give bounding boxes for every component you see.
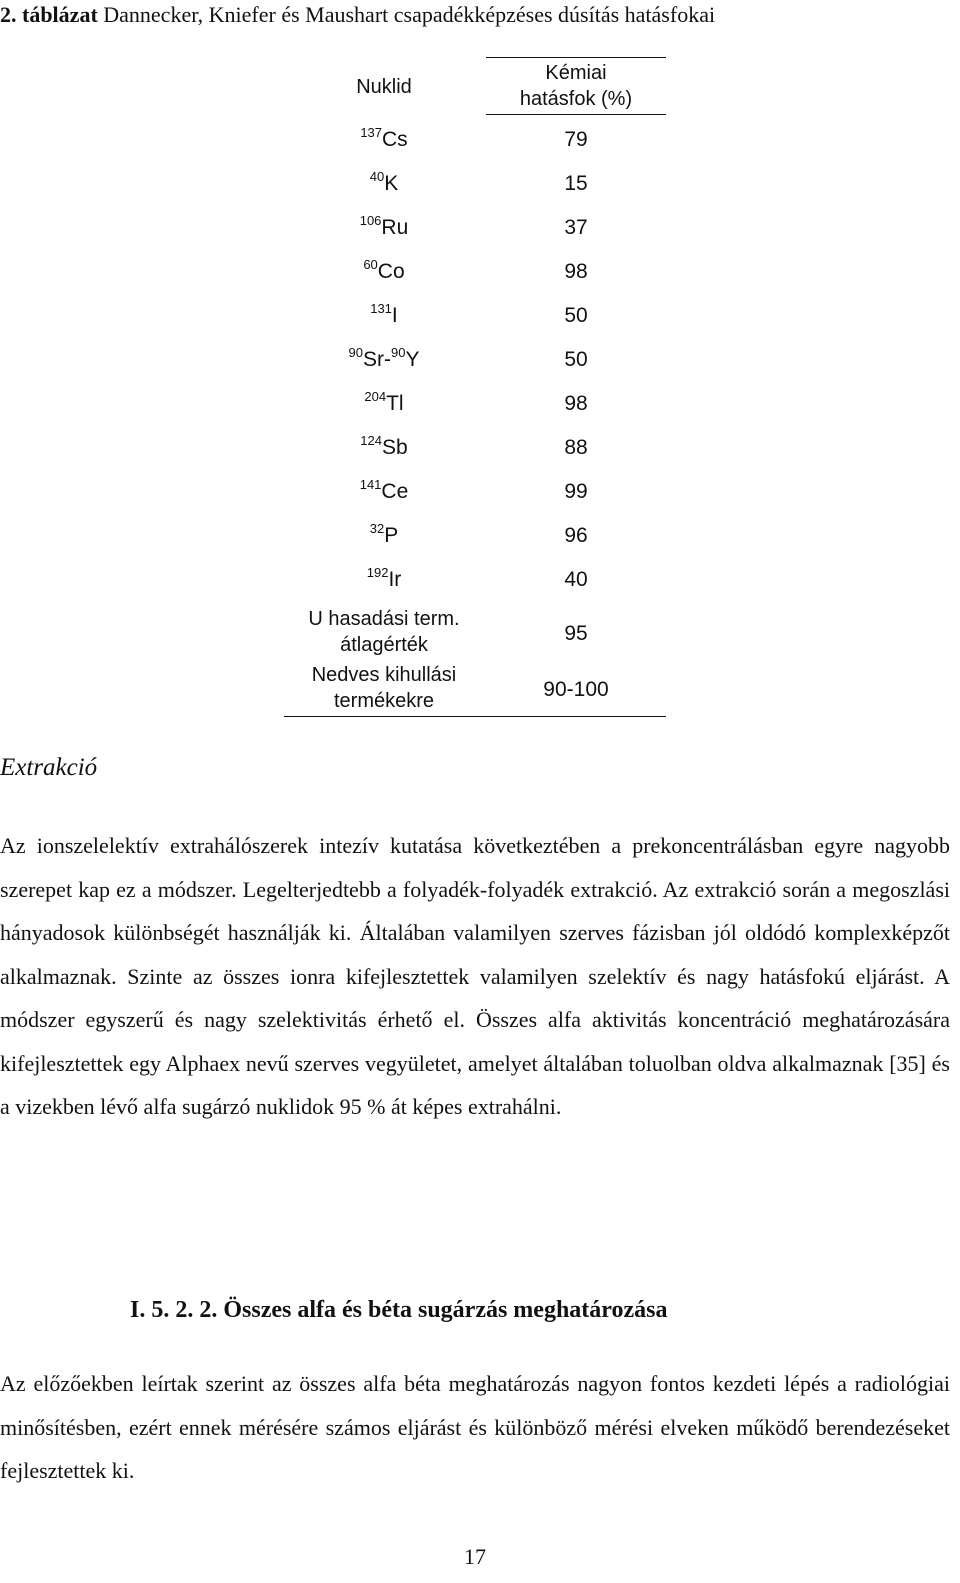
- element-symbol: Ce: [381, 480, 409, 503]
- section-heading: I. 5. 2. 2. Összes alfa és béta sugárzás meghatározása: [130, 1297, 668, 1323]
- table-row: [284, 426, 666, 470]
- nuclide-text-line1: Nedves kihullási: [311, 664, 457, 686]
- paragraph-alpha-beta: Az előzőekben leírtak szerint az összes alfa béta meghatározás nagyon fontos kezdeti lépés a radiológiai minősítésben, ezért ennek mérésére számos eljárást és különböző mérési elveken működő berendezéseket fejlesztettek ki.: [0, 1371, 950, 1483]
- efficiency-value: 99: [564, 480, 588, 503]
- column-header-hatasfok-line1: Kémiai: [545, 62, 607, 84]
- mass-number: 137: [360, 125, 383, 140]
- nuclide-cell: [284, 522, 484, 550]
- nuclide-cell: [284, 346, 484, 374]
- nuclide-cell: [284, 214, 484, 242]
- nuclide-cell: [284, 302, 484, 330]
- element-symbol: Cs: [382, 128, 408, 151]
- efficiency-value: 88: [564, 436, 588, 459]
- mass-number: 204: [364, 389, 387, 404]
- element-symbol: Co: [377, 260, 405, 283]
- table-caption-label: 2. táblázat: [0, 2, 98, 27]
- nuclide-cell: [284, 566, 484, 594]
- element-symbol: K: [384, 172, 399, 195]
- efficiency-value: 90-100: [543, 678, 609, 701]
- nuclide-cell: [284, 258, 484, 286]
- mass-number: 40: [369, 169, 385, 184]
- element-symbol: Sr-: [362, 348, 391, 371]
- nuclide-cell: [284, 606, 484, 658]
- nuclide-cell: [284, 434, 484, 462]
- table-row-u-hasadasi: [284, 606, 666, 662]
- nuclide-cell: [284, 478, 484, 506]
- mass-number: 90: [348, 345, 363, 360]
- table-row: [284, 250, 666, 294]
- element-symbol: P: [384, 524, 399, 547]
- mass-number: 90: [390, 345, 406, 360]
- table-row-nedves-kihullasi: [284, 662, 666, 718]
- efficiency-value: 98: [564, 392, 588, 415]
- mass-number: 141: [359, 477, 382, 492]
- element-symbol: Tl: [386, 392, 404, 415]
- efficiency-value: 79: [564, 128, 588, 151]
- element-symbol: Ir: [388, 568, 402, 591]
- efficiency-value: 50: [564, 304, 588, 327]
- nuclide-cell: [284, 390, 484, 418]
- element-symbol: Sb: [382, 436, 408, 459]
- table-row: [284, 514, 666, 558]
- subheading-extrakcio: Extrakció: [0, 754, 98, 781]
- table-caption-text: Dannecker, Kniefer és Maushart csapadékképzéses dúsítás hatásfokai: [97, 2, 716, 27]
- nuclide-text-line1: U hasadási term.: [308, 608, 460, 630]
- nuclide-cell: [284, 170, 484, 198]
- element-symbol: Ru: [381, 216, 409, 239]
- efficiency-value: 37: [564, 216, 588, 239]
- nuclide-cell: [284, 662, 484, 714]
- table-top-rule: [486, 57, 666, 58]
- mass-number: 124: [360, 433, 382, 448]
- table-row: [284, 118, 666, 162]
- table-row: [284, 162, 666, 206]
- table-row: [284, 206, 666, 250]
- nuclide-text-line2: termékekre: [333, 690, 435, 712]
- mass-number: 192: [366, 565, 389, 580]
- table-row: [284, 338, 666, 382]
- efficiency-value: 96: [564, 524, 588, 547]
- table-row: [284, 294, 666, 338]
- column-header-nuklid: Nuklid: [356, 76, 412, 98]
- table-row: [284, 382, 666, 426]
- table-row: [284, 558, 666, 602]
- efficiency-value: 98: [564, 260, 588, 283]
- element-symbol: Y: [405, 348, 420, 371]
- nuclide-cell: [284, 126, 484, 154]
- efficiency-value: 40: [564, 568, 588, 591]
- efficiency-value: 15: [564, 172, 588, 195]
- efficiency-value: 95: [564, 622, 588, 645]
- column-header-hatasfok-line2: hatásfok (%): [519, 88, 633, 110]
- mass-number: 60: [363, 257, 378, 272]
- mass-number: 131: [370, 301, 392, 316]
- nuclide-text-line2: átlagérték: [340, 634, 428, 656]
- element-symbol: I: [391, 304, 398, 327]
- page-number: 17: [464, 1544, 486, 1569]
- paragraph-extraction: Az ionszelelektív extrahálószerek intezív kutatása következtében a prekoncentrálásban egyre nagyobb szerepet kap ez a módszer. Legelterjedtebb a folyadék-folyadék extrakció. Az extrakció során a megoszlási hányadosok különbségét használják ki. Általában valamilyen szerves fázisban jól oldódó komplexképzőt alkalmaznak. Szinte az összes ionra kifejlesztettek valamilyen szelektív és nagy hatásfokú eljárást. A módszer egyszerű és nagy szelektivitás érhető el. Összes alfa aktivitás koncentráció meghatározására kifejlesztettek egy Alphaex nevű szerves vegyületet, amelyet általában toluolban oldva alkalmaznak [35] és a vizekben lévő alfa sugárzó nuklidok 95 % át képes extrahálni.: [0, 833, 950, 1119]
- table-caption: [0, 0, 960, 30]
- column-header-hatasfok: [486, 60, 666, 112]
- mass-number: 32: [369, 521, 385, 536]
- table-row: [284, 470, 666, 514]
- table-header-rule: [486, 114, 666, 115]
- efficiency-value: 50: [564, 348, 588, 371]
- table-bottom-rule: [284, 716, 666, 717]
- mass-number: 106: [359, 213, 382, 228]
